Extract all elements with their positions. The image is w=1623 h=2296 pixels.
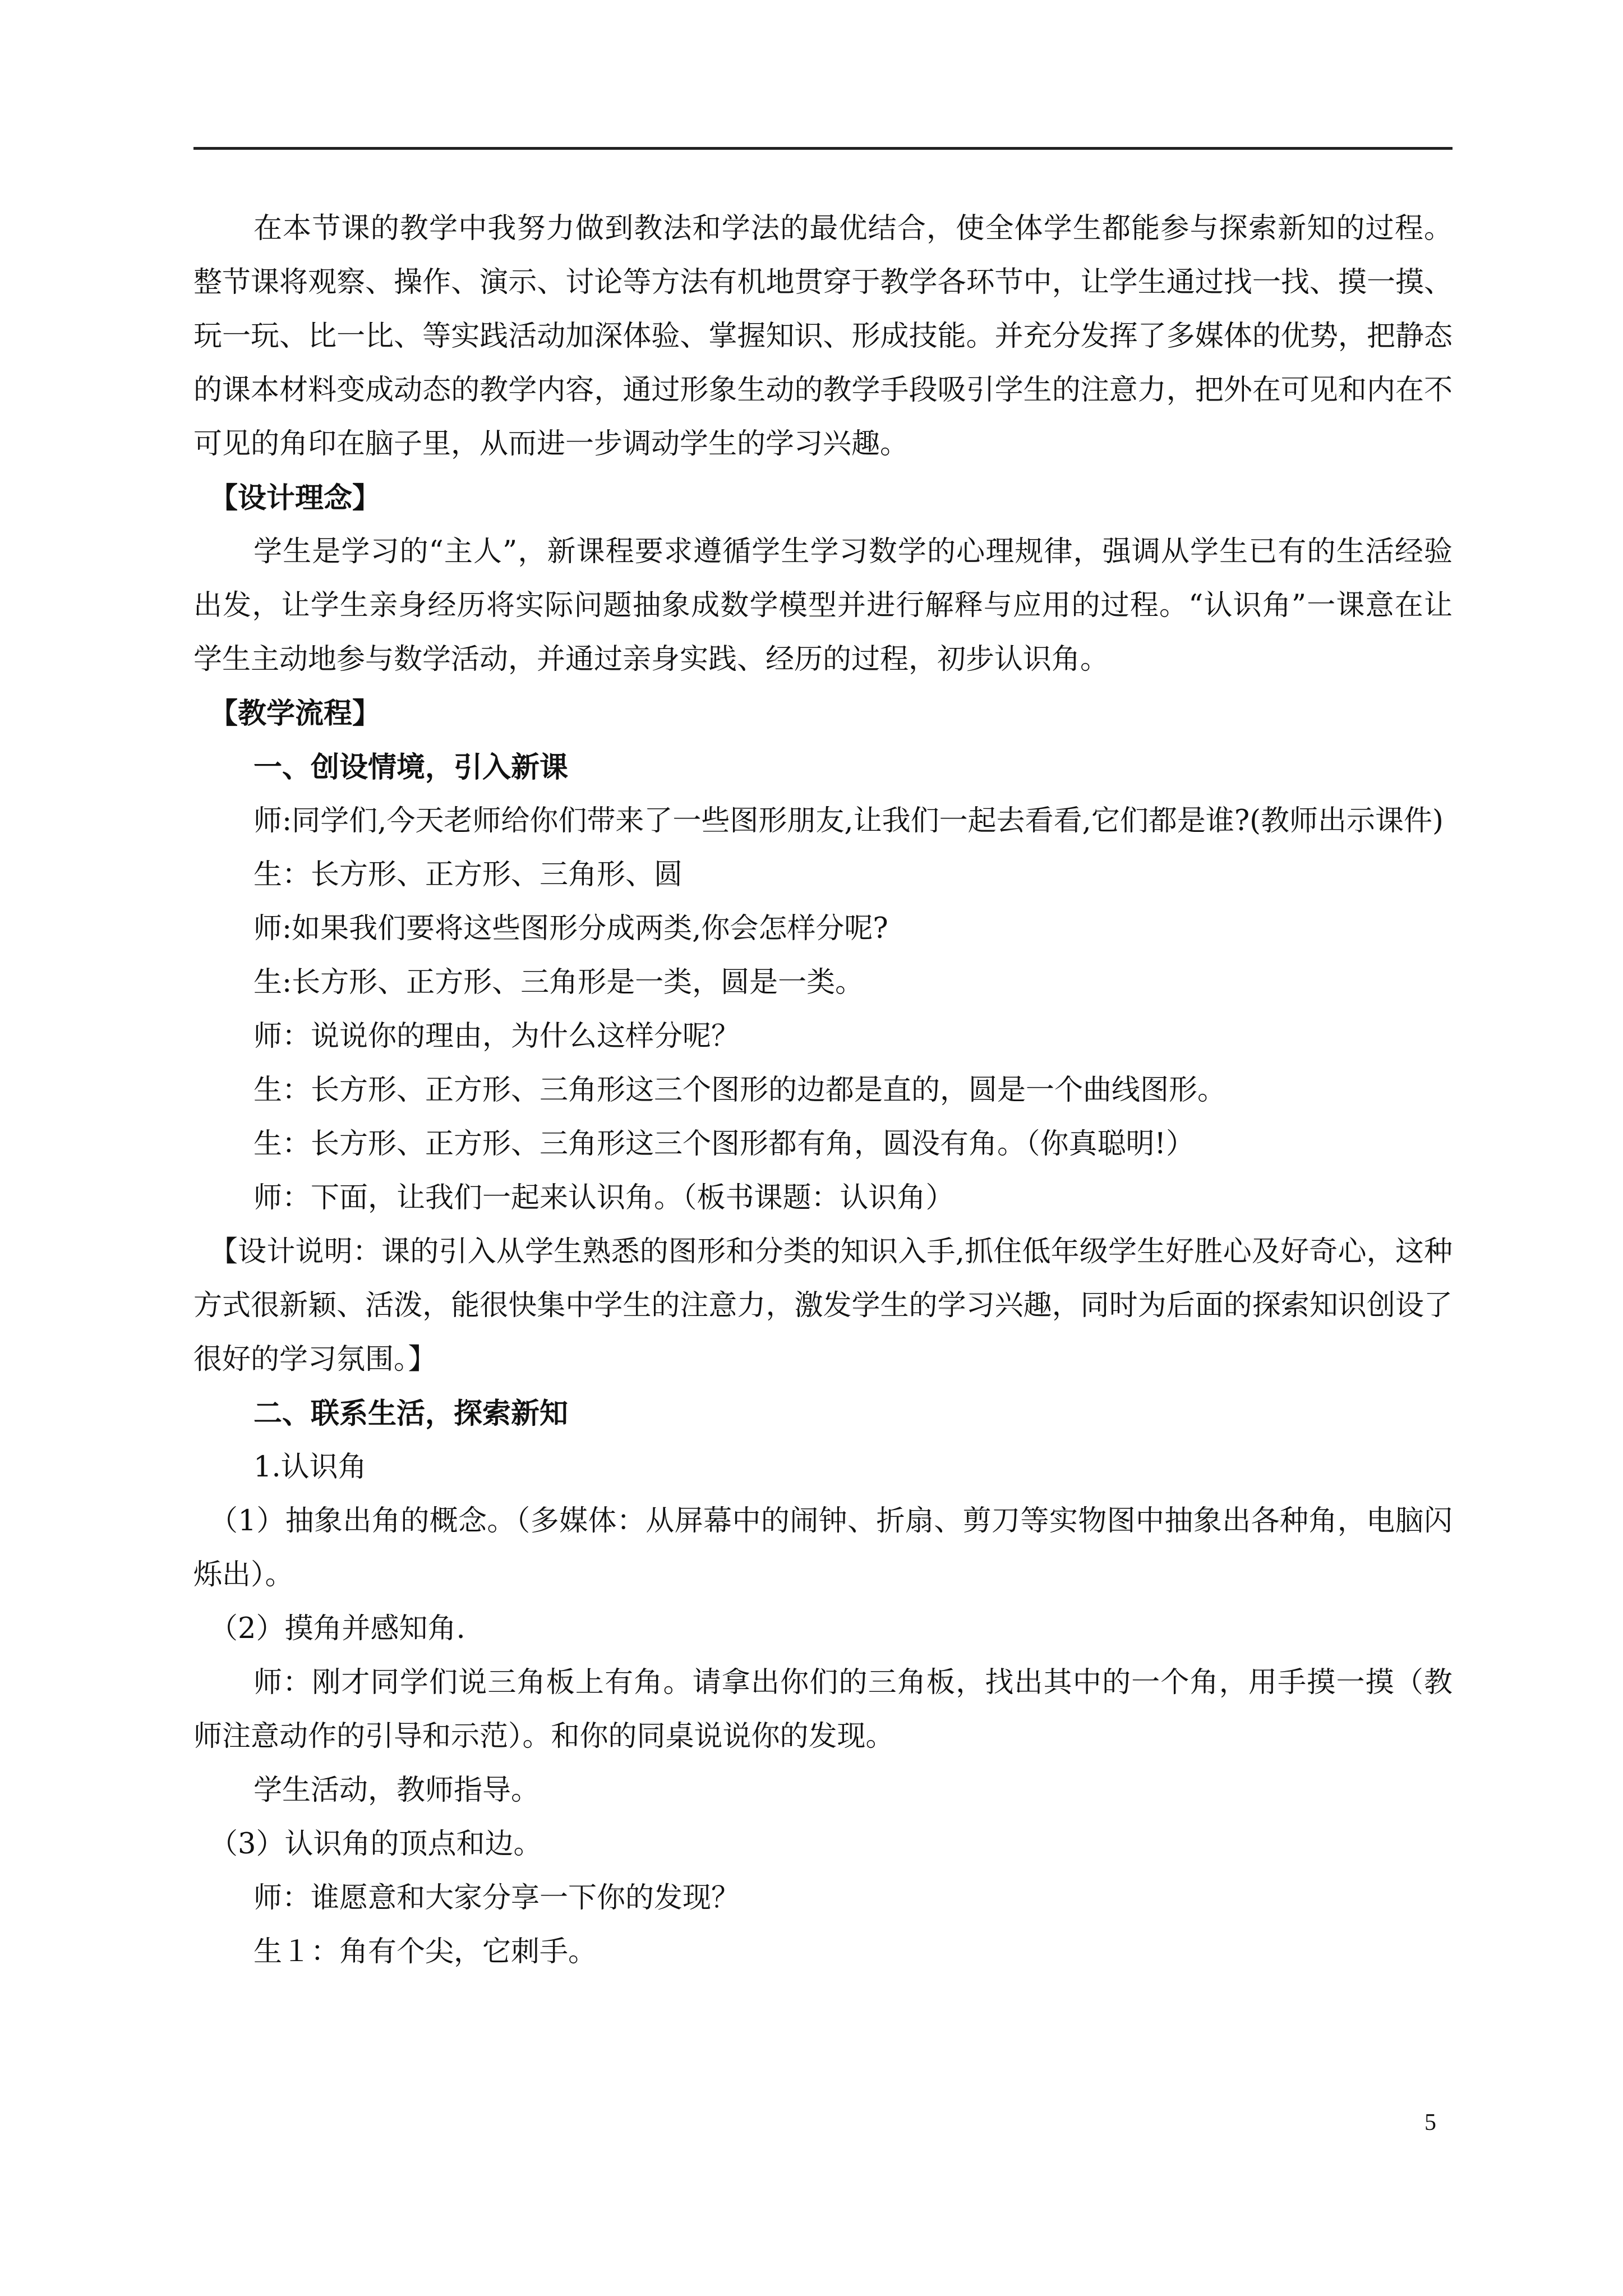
paragraph: 师:如果我们要将这些图形分成两类,你会怎样分呢? bbox=[253, 912, 888, 945]
paragraph: 【设计说明：课的引入从学生熟悉的图形和分类的知识入手,抓住低年级学生好胜心及好奇心，这种方式很新颖、活泼，能很快集中学生的注意力，激发学生的学习兴趣，同时为后面的探索知识创设了很好的学习氛围。】 bbox=[193, 1235, 1453, 1376]
paragraph: 生１：角有个尖，它刺手。 bbox=[253, 1935, 597, 1968]
paragraph: 生：长方形、正方形、三角形、圆 bbox=[253, 858, 683, 891]
paragraph: 师：谁愿意和大家分享一下你的发现？ bbox=[253, 1881, 740, 1915]
document-body bbox=[193, 202, 1453, 1979]
paragraph: 师：说说你的理由，为什么这样分呢？ bbox=[253, 1020, 740, 1053]
paragraph: 一、创设情境，引入新课 bbox=[253, 751, 569, 784]
paragraph: 1.认识角 bbox=[253, 1451, 367, 1484]
header-rule bbox=[193, 147, 1453, 150]
paragraph: 师:同学们,今天老师给你们带来了一些图形朋友,让我们一起去看看,它们都是谁?(教师出示课件) bbox=[253, 804, 1444, 838]
paragraph: 师：刚才同学们说三角板上有角。请拿出你们的三角板，找出其中的一个角，用手摸一摸（教师注意动作的引导和示范）。和你的同桌说说你的发现。 bbox=[193, 1666, 1453, 1753]
paragraph: 生：长方形、正方形、三角形这三个图形都有角，圆没有角。（你真聪明!） bbox=[253, 1128, 1195, 1161]
paragraph: 二、联系生活，探索新知 bbox=[253, 1397, 569, 1430]
paragraph: 生：长方形、正方形、三角形这三个图形的边都是直的，圆是一个曲线图形。 bbox=[253, 1074, 1227, 1107]
paragraph: 【教学流程】 bbox=[209, 697, 381, 730]
paragraph: （2）摸角并感知角. bbox=[209, 1612, 465, 1645]
paragraph: 学生活动，教师指导。 bbox=[253, 1774, 540, 1807]
paragraph: 师：下面，让我们一起来认识角。（板书课题：认识角） bbox=[253, 1181, 955, 1214]
paragraph: 在本节课的教学中我努力做到教法和学法的最优结合，使全体学生都能参与探索新知的过程。整节课将观察、操作、演示、讨论等方法有机地贯穿于教学各环节中，让学生通过找一找、摸一摸、玩一玩、比一比、等实践活动加深体验、掌握知识、形成技能。并充分发挥了多媒体的优势，把静态的课本材料变成动态的教学内容，通过形象生动的教学手段吸引学生的注意力，把外在可见和内在不可见的角印在脑子里，从而进一步调动学生的学习兴趣。 bbox=[193, 212, 1453, 461]
paragraph: 学生是学习的“主人”，新课程要求遵循学生学习数学的心理规律，强调从学生已有的生活经验出发，让学生亲身经历将实际问题抽象成数学模型并进行解释与应用的过程。“认识角”一课意在让学生主动地参与数学活动，并通过亲身实践、经历的过程，初步认识角。 bbox=[193, 535, 1453, 676]
paragraph: （3）认识角的顶点和边。 bbox=[209, 1828, 542, 1861]
page-number: 5 bbox=[1424, 2110, 1436, 2136]
paragraph: （1）抽象出角的概念。（多媒体：从屏幕中的闹钟、折扇、剪刀等实物图中抽象出各种角，电脑闪烁出）。 bbox=[193, 1504, 1453, 1591]
paragraph: 【设计理念】 bbox=[209, 481, 381, 515]
paragraph: 生:长方形、正方形、三角形是一类，圆是一类。 bbox=[253, 966, 864, 999]
